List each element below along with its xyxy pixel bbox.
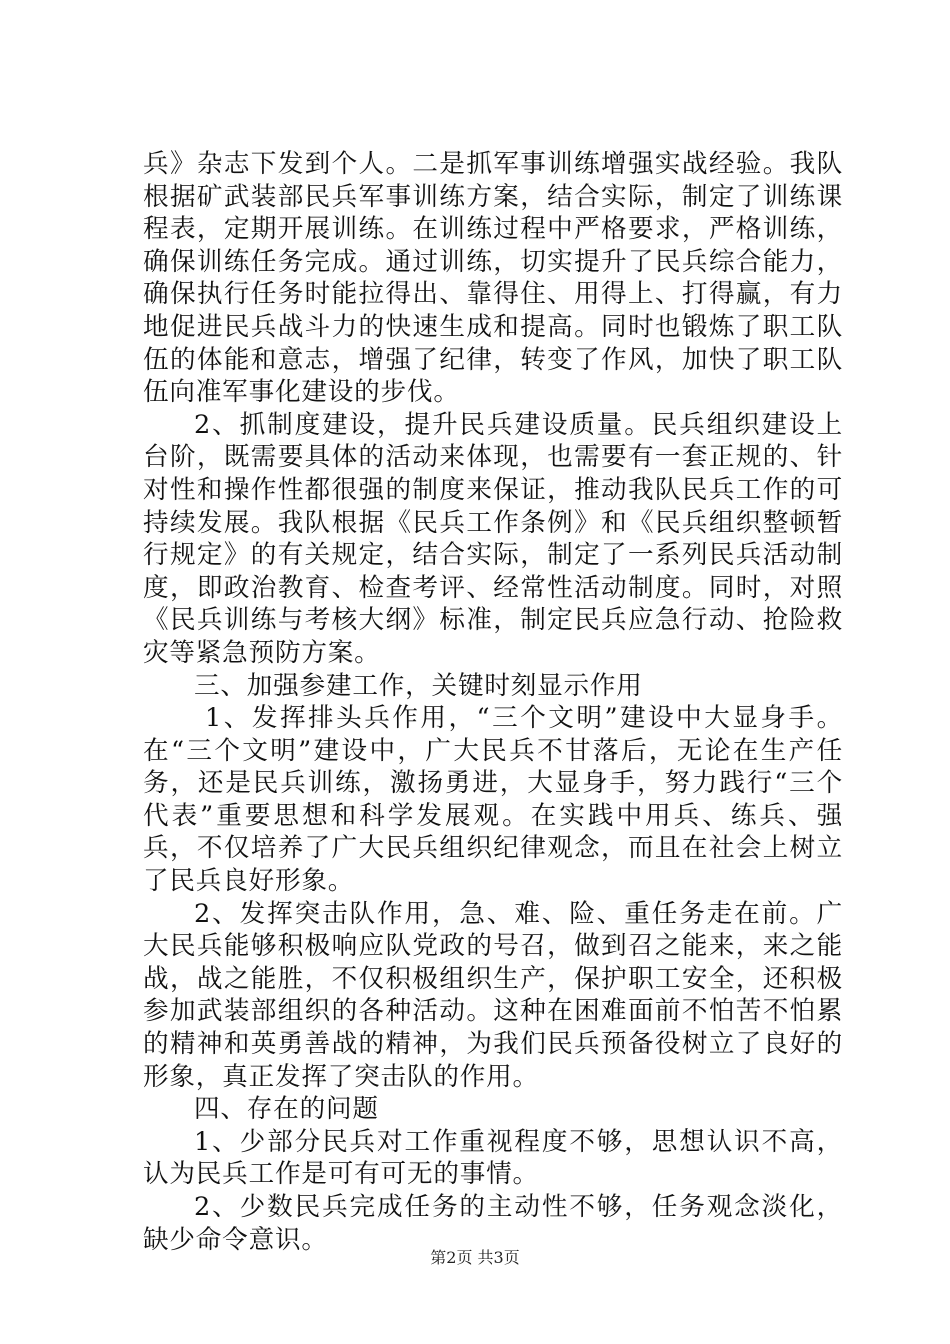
- document-body: [143, 148, 843, 1256]
- paragraph-institution-building: 2、抓制度建设，提升民兵建设质量。民兵组织建设上台阶，既需要具体的活动来体现，也需要有一套正规的、针对性和操作性都很强的制度来保证，推动我队民兵工作的可持续发展。我队根据《民兵工作条例》和《民兵组织整顿暂行规定》的有关规定，结合实际，制定了一系列民兵活动制度，即政治教育、检查考评、经常性活动制度。同时，对照《民兵训练与考核大纲》标准，制定民兵应急行动、抢险救灾等紧急预防方案。: [143, 409, 843, 668]
- paragraph-vanguard-role: 1、发挥排头兵作用，“三个文明”建设中大显身手。在“三个文明”建设中，广大民兵不甘落后，无论在生产任务，还是民兵训练，激扬勇进，大显身手，努力践行“三个代表”重要思想和科学发展观。在实践中用兵、练兵、强兵，不仅培养了广大民兵组织纪律观念，而且在社会上树立了民兵良好形象。: [143, 703, 843, 897]
- problem-item-1: 1、少部分民兵对工作重视程度不够，思想认识不高，认为民兵工作是可有可无的事情。: [143, 1126, 843, 1190]
- problem-item-2: 2、少数民兵完成任务的主动性不够，任务观念淡化，缺少命令意识。: [143, 1192, 843, 1255]
- section-heading-3: 三、加强参建工作，关键时刻显示作用: [194, 670, 643, 701]
- paragraph-shock-team-role: 2、发挥突击队作用，急、难、险、重任务走在前。广大民兵能够积极响应队党政的号召，做到召之能来，来之能战，战之能胜，不仅积极组织生产，保护职工安全，还积极参加武装部组织的各种活动。这种在困难面前不怕苦不怕累的精神和英勇善战的精神，为我们民兵预备役树立了良好的形象，真正发挥了突击队的作用。: [143, 898, 843, 1092]
- page-footer: 第2页 共3页: [430, 1248, 520, 1267]
- section-heading-4: 四、存在的问题: [194, 1094, 379, 1125]
- paragraph-continuation: 兵》杂志下发到个人。二是抓军事训练增强实战经验。我队根据矿武装部民兵军事训练方案，结合实际，制定了训练课程表，定期开展训练。在训练过程中严格要求，严格训练，确保训练任务完成。通过训练，切实提升了民兵综合能力，确保执行任务时能拉得出、靠得住、用得上、打得赢，有力地促进民兵战斗力的快速生成和提高。同时也锻炼了职工队伍的体能和意志，增强了纪律，转变了作风，加快了职工队伍向准军事化建设的步伐。: [143, 149, 843, 408]
